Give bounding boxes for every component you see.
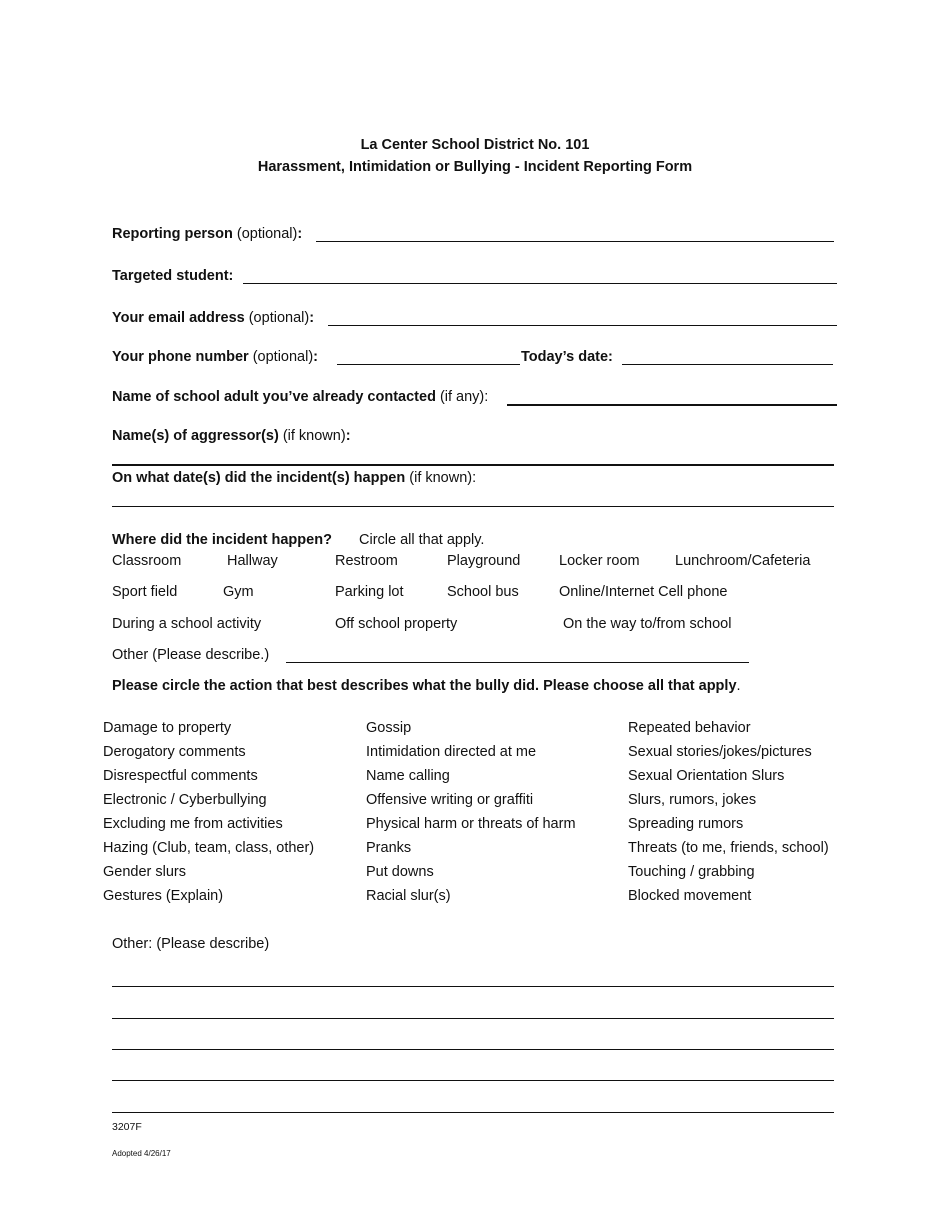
incident-dates-note: (if known):	[405, 470, 477, 486]
location-instruction: Circle all that apply.	[359, 532, 485, 548]
todays-date-field[interactable]	[622, 349, 833, 365]
action-option[interactable]: Electronic / Cyberbullying	[103, 792, 267, 808]
action-option[interactable]: Pranks	[366, 840, 412, 856]
location-option[interactable]: During a school activity	[112, 616, 262, 632]
action-option[interactable]: Sexual Orientation Slurs	[628, 768, 785, 784]
action-option[interactable]: Disrespectful comments	[103, 768, 258, 784]
location-other-field[interactable]	[286, 647, 749, 663]
location-option[interactable]: Playground	[447, 553, 521, 569]
phone-row	[112, 348, 318, 366]
targeted-student-label: Targeted student:	[112, 268, 234, 284]
location-other-label: Other (Please describe.)	[112, 647, 270, 663]
school-adult-label: Name of school adult you’ve already contacted	[112, 389, 436, 405]
incident-dates-label: On what date(s) did the incident(s) happen	[112, 470, 406, 486]
incident-dates-field[interactable]	[112, 506, 834, 507]
action-option[interactable]: Excluding me from activities	[103, 816, 283, 832]
other-describe-label: Other: (Please describe)	[112, 936, 270, 952]
other-describe-line[interactable]	[112, 1018, 834, 1019]
location-option[interactable]: Sport field	[112, 584, 178, 600]
email-label: Your email address	[112, 310, 245, 326]
school-adult-row	[112, 388, 488, 406]
action-option[interactable]: Name calling	[366, 768, 450, 784]
phone-note: (optional)	[248, 349, 314, 365]
actions-instruction-period: .	[736, 678, 741, 694]
action-option[interactable]: Threats (to me, friends, school)	[628, 840, 829, 856]
todays-date-label: Today’s date:	[521, 349, 613, 365]
incident-dates-row	[112, 469, 476, 487]
action-option[interactable]: Sexual stories/jokes/pictures	[628, 744, 812, 760]
other-describe-line[interactable]	[112, 1049, 834, 1050]
location-option[interactable]: Online/Internet Cell phone	[559, 584, 728, 600]
reporting-person-field[interactable]	[316, 226, 834, 242]
actions-instruction: Please circle the action that best describes what the bully did. Please choose all that apply	[112, 678, 737, 694]
action-option[interactable]: Intimidation directed at me	[366, 744, 537, 760]
action-option[interactable]: Repeated behavior	[628, 720, 751, 736]
action-option[interactable]: Gender slurs	[103, 864, 187, 880]
aggressors-label: Name(s) of aggressor(s)	[112, 428, 279, 444]
actions-instruction-row	[112, 677, 741, 695]
phone-field[interactable]	[337, 349, 520, 365]
targeted-student-field[interactable]	[243, 268, 837, 284]
aggressors-colon: :	[345, 428, 351, 444]
action-option[interactable]: Spreading rumors	[628, 816, 744, 832]
location-option[interactable]: On the way to/from school	[563, 616, 732, 632]
action-option[interactable]: Slurs, rumors, jokes	[628, 792, 757, 808]
location-option[interactable]: Parking lot	[335, 584, 404, 600]
district-name: La Center School District No. 101	[360, 137, 590, 153]
action-option[interactable]: Gestures (Explain)	[103, 888, 224, 904]
location-option[interactable]: Hallway	[227, 553, 278, 569]
school-adult-note: (if any):	[435, 389, 489, 405]
location-question-row	[112, 531, 332, 549]
email-note: (optional)	[244, 310, 310, 326]
reporting-person-label: Reporting person	[112, 226, 233, 242]
location-option[interactable]: Classroom	[112, 553, 182, 569]
location-option[interactable]: Lunchroom/Cafeteria	[675, 553, 811, 569]
reporting-person-note: (optional)	[232, 226, 298, 242]
action-option[interactable]: Touching / grabbing	[628, 864, 755, 880]
school-adult-field[interactable]	[507, 389, 837, 406]
action-option[interactable]: Hazing (Club, team, class, other)	[103, 840, 315, 856]
form-title: Harassment, Intimidation or Bullying - Incident Reporting Form	[257, 159, 693, 175]
form-number: 3207F	[112, 1121, 142, 1133]
aggressors-field[interactable]	[112, 464, 834, 466]
location-option[interactable]: Off school property	[335, 616, 458, 632]
aggressors-note: (if known)	[278, 428, 346, 444]
action-option[interactable]: Racial slur(s)	[366, 888, 451, 904]
action-option[interactable]: Put downs	[366, 864, 434, 880]
reporting-person-row	[112, 225, 302, 243]
location-option[interactable]: Restroom	[335, 553, 398, 569]
action-option[interactable]: Offensive writing or graffiti	[366, 792, 534, 808]
email-colon: :	[309, 310, 315, 326]
phone-label: Your phone number	[112, 349, 249, 365]
other-describe-line[interactable]	[112, 986, 834, 987]
location-option[interactable]: Locker room	[559, 553, 640, 569]
phone-colon: :	[313, 349, 319, 365]
action-option[interactable]: Gossip	[366, 720, 412, 736]
location-option[interactable]: School bus	[447, 584, 519, 600]
other-describe-line[interactable]	[112, 1080, 834, 1081]
location-option[interactable]: Gym	[223, 584, 254, 600]
email-field[interactable]	[328, 310, 837, 326]
other-describe-line[interactable]	[112, 1112, 834, 1113]
action-option[interactable]: Damage to property	[103, 720, 232, 736]
action-option[interactable]: Derogatory comments	[103, 744, 246, 760]
location-question: Where did the incident happen?	[112, 532, 332, 548]
adopted-date: Adopted 4/26/17	[112, 1149, 171, 1158]
action-option[interactable]: Blocked movement	[628, 888, 752, 904]
email-row	[112, 309, 314, 327]
action-option[interactable]: Physical harm or threats of harm	[366, 816, 576, 832]
reporting-person-colon: :	[297, 226, 303, 242]
aggressors-row	[112, 427, 351, 445]
